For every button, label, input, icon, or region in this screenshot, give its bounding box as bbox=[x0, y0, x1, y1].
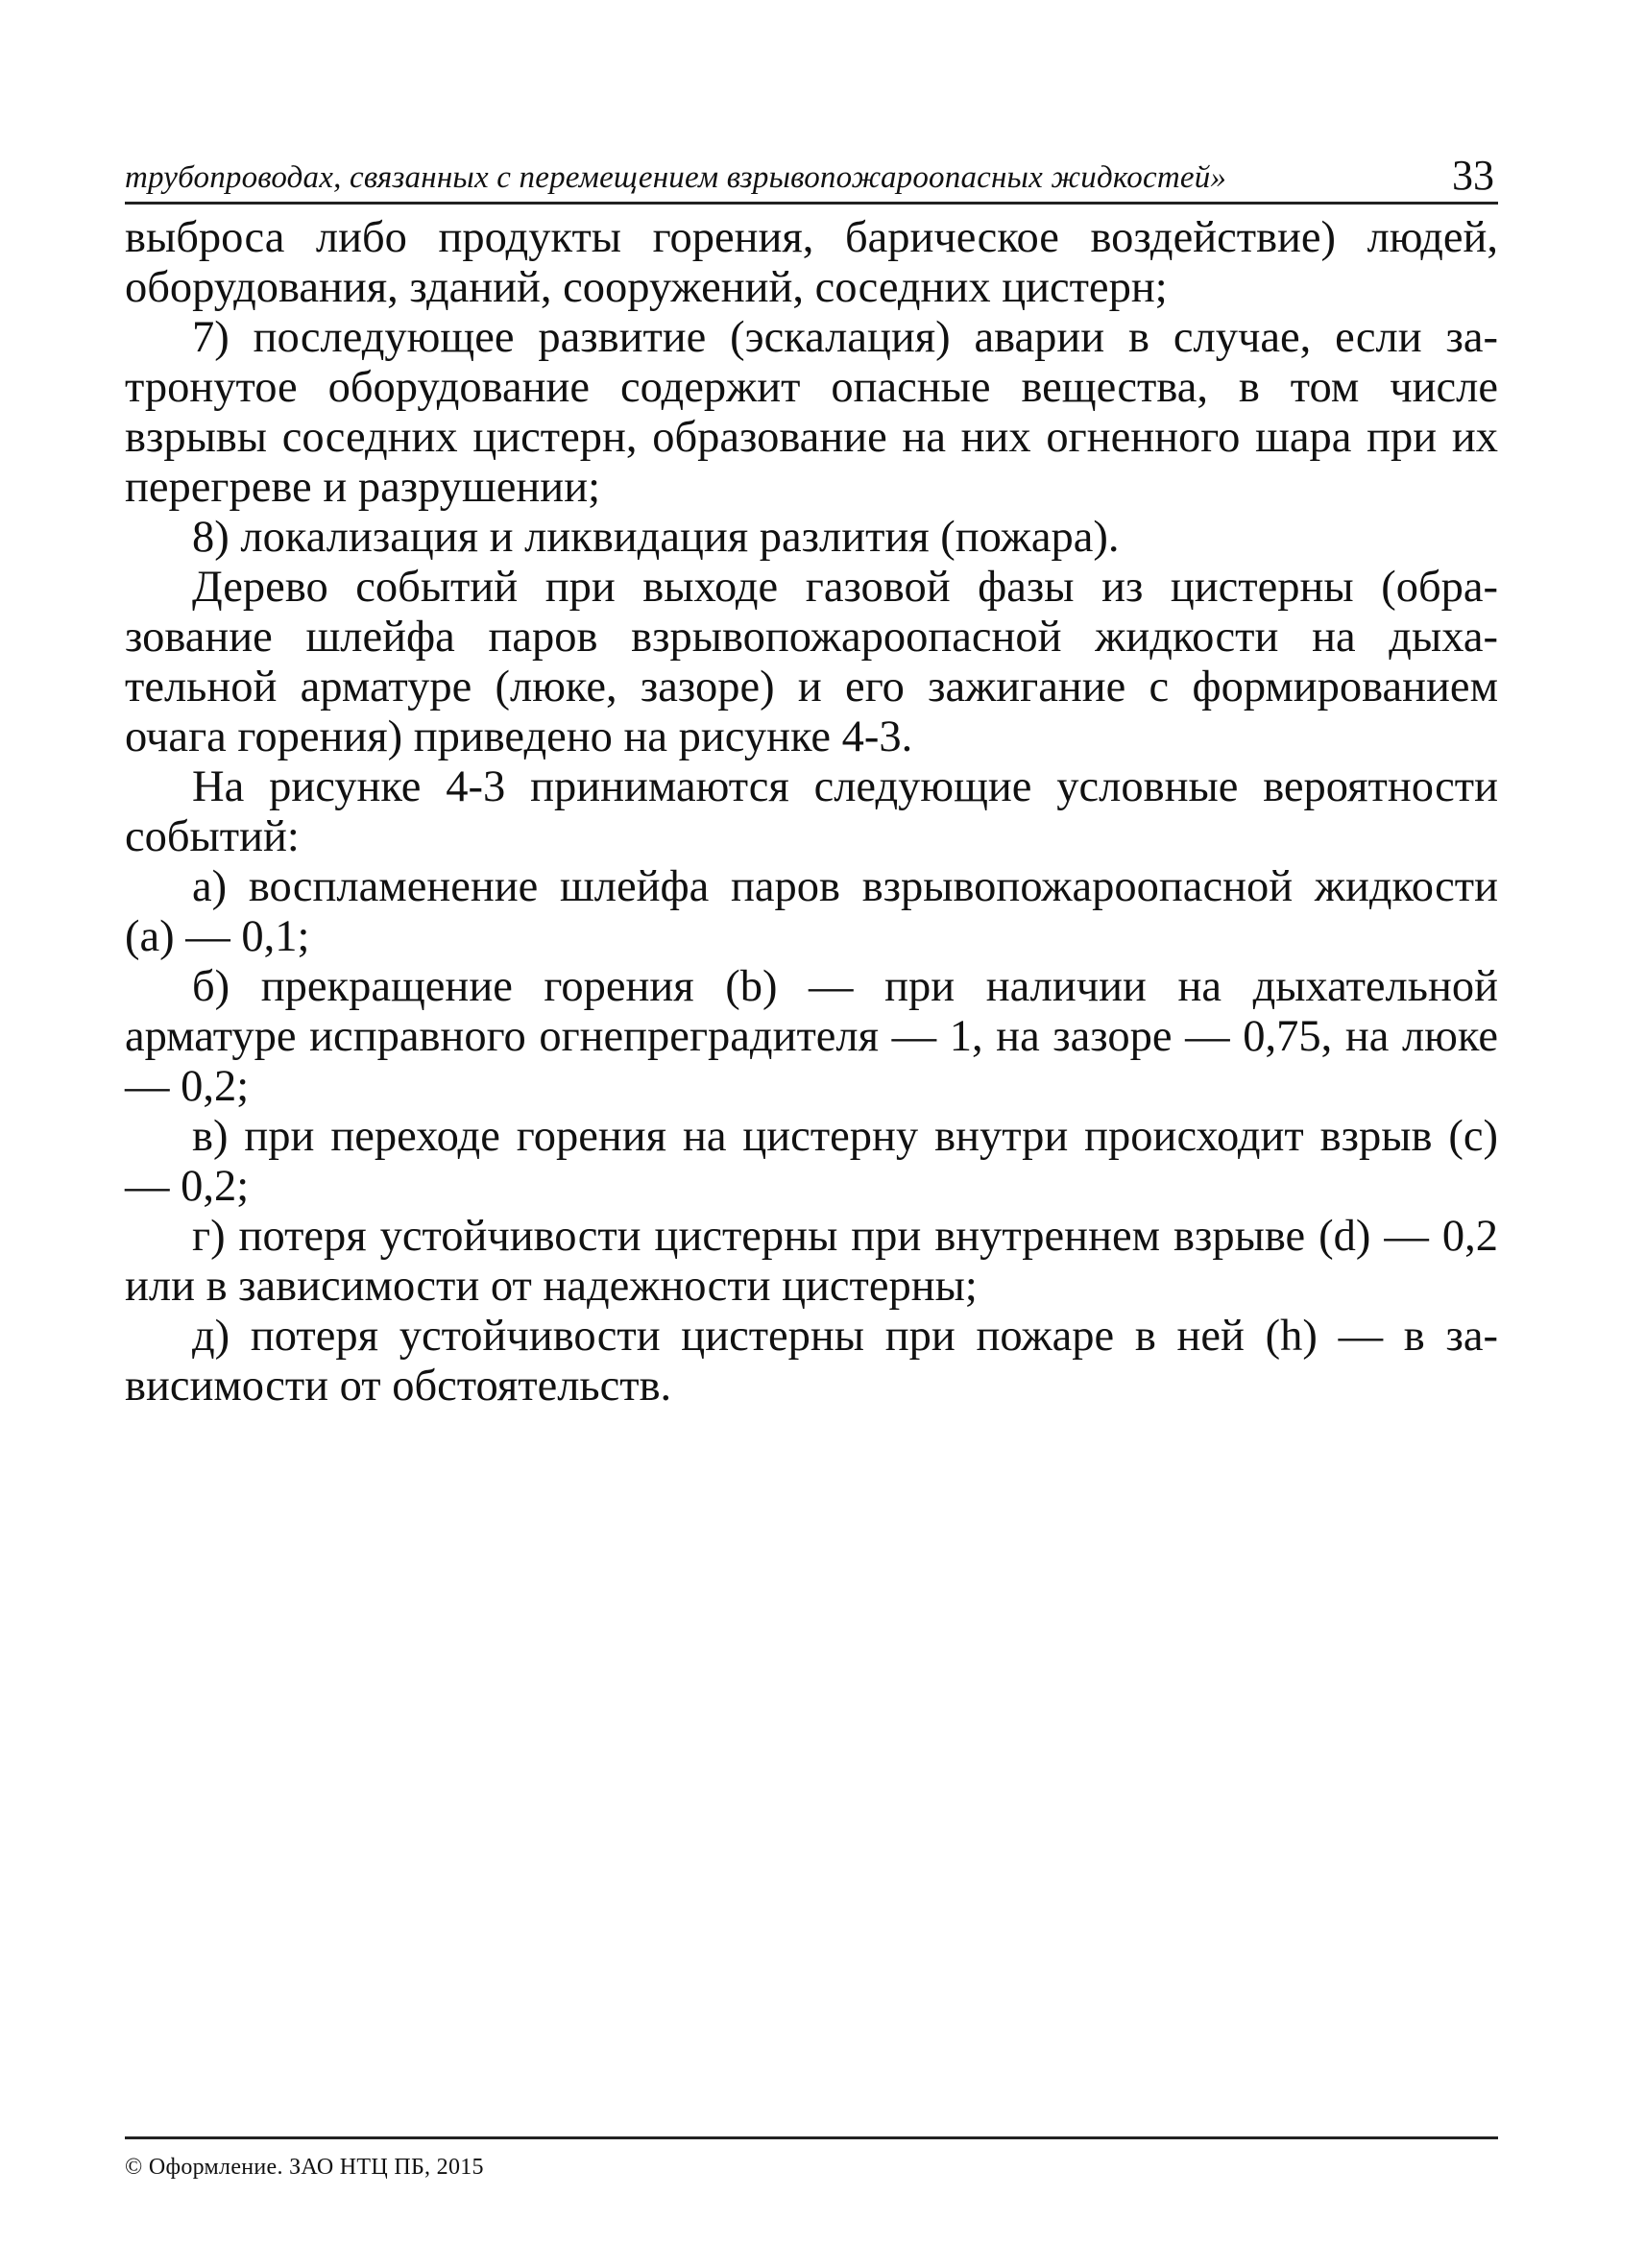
footer-copyright: © Оформление. ЗАО НТЦ ПБ, 2015 bbox=[125, 2155, 484, 2180]
probability-item-a: а) воспламенение шлейфа паров взрывопожароопасной жидкости (a) — 0,1; bbox=[125, 862, 1498, 961]
paragraph-probabilities-intro: На рисунке 4-3 принимаются следующие условные вероятности событий: bbox=[125, 762, 1498, 861]
running-header-title: трубопроводах, связанных с перемещением взрывопожароопасных жидкостей» bbox=[125, 160, 1227, 195]
page-number: 33 bbox=[1452, 152, 1494, 199]
probability-item-b: б) прекращение горения (b) — при наличии на дыхательной арматуре исправного огнепреградителя — 1, на зазоре — 0,75, на люке — 0,2; bbox=[125, 962, 1498, 1111]
probability-item-d: г) потеря устойчивости цистерны при внутреннем взрыве (d) — 0,2 или в зависимости от надежности цистерны; bbox=[125, 1212, 1498, 1311]
paragraph-event-tree: Дерево событий при выходе газовой фазы из цистерны (образование шлейфа паров взрывопожароопасной жидкости на дыхательной арматуре (люке, зазоре) и его зажигание с формированием очага горения) приведено на рисунке 4-3. bbox=[125, 563, 1498, 761]
body-text bbox=[125, 213, 1498, 1411]
running-header bbox=[125, 144, 1498, 205]
list-item-8: 8) локализация и ликвидация разлития (пожара). bbox=[192, 513, 1120, 562]
probability-item-c: в) при переходе горения на цистерну внутри происходит взрыв (c) — 0,2; bbox=[125, 1112, 1498, 1211]
list-item-7: 7) последующее развитие (эскалация) аварии в случае, если затронутое оборудование содержит опасные вещества, в том числе взрывы соседних цистерн, образование на них огненного шара при их перегреве и разрушении; bbox=[125, 313, 1498, 512]
paragraph-continued: выброса либо продукты горения, барическое воздействие) людей, оборудования, зданий, сооружений, соседних цистерн; bbox=[125, 213, 1498, 312]
footer bbox=[125, 2136, 1498, 2181]
probability-item-h: д) потеря устойчивости цистерны при пожаре в ней (h) — в зависимости от обстоятельств. bbox=[125, 1312, 1498, 1411]
